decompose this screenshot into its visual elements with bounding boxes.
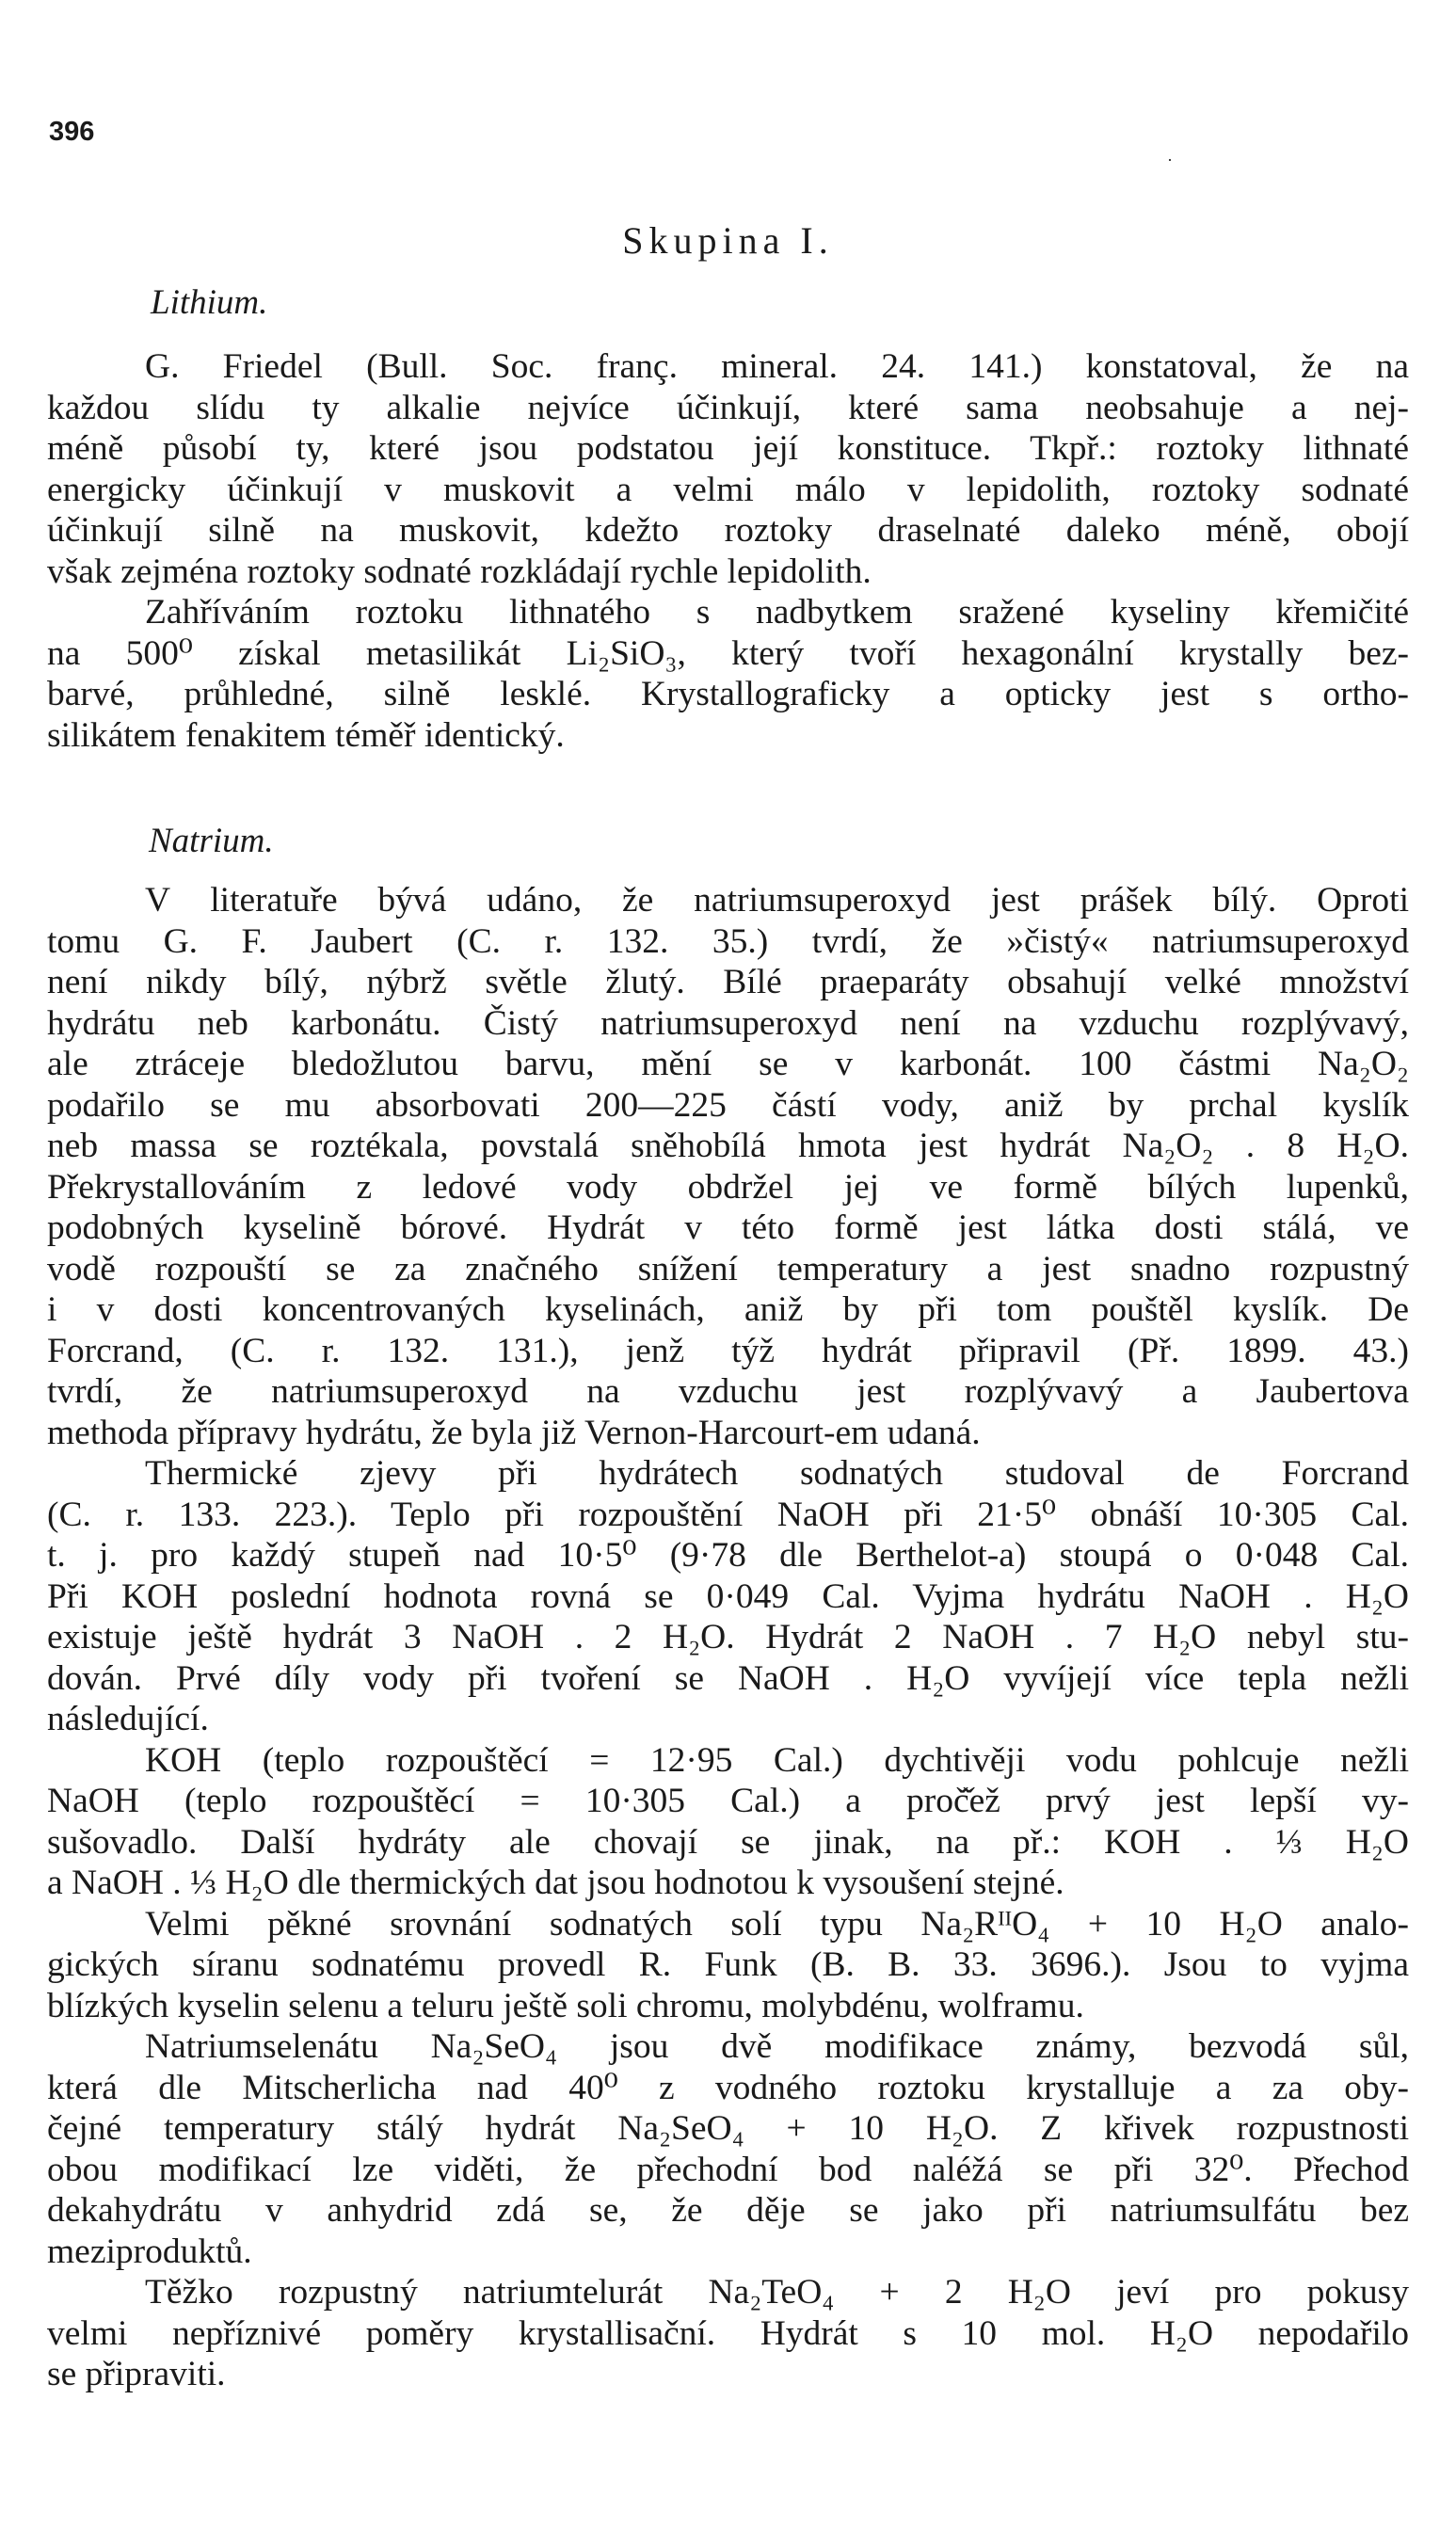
text-line: Zahříváním roztoku lithnatého s nadbytkem sražené kyseliny křemičité <box>145 593 1409 632</box>
text-line: obou modifikací lze viděti, že přechodní bod naléžá se při 32⁰. Přechod <box>47 2150 1409 2189</box>
text-line: následující. <box>47 1700 209 1738</box>
text-line: Při KOH poslední hodnota rovná se 0·049 Cal. Vyjma hydrátu NaOH . H₂O <box>47 1576 1409 1616</box>
text-line: (C. r. 133. 223.). Teplo při rozpouštění NaOH při 21·5⁰ obnáší 10·305 Cal. <box>47 1495 1409 1534</box>
text-line: Překrystallováním z ledové vody obdržel jej ve formě bílých lupenků, <box>47 1167 1409 1207</box>
page-number: 396 <box>49 117 95 147</box>
text-line: dekahydrátu v anhydrid zdá se, že děje se jako při natriumsulfátu bez <box>47 2191 1409 2230</box>
text-line: tomu G. F. Jaubert (C. r. 132. 35.) tvrdí, že »čistý« natriumsuperoxyd <box>47 921 1409 961</box>
text-line: methoda přípravy hydrátu, že byla již Vernon-Harcourt-em udaná. <box>47 1413 981 1452</box>
text-line: podařilo se mu absorbovati 200—225 částí vody, aniž by prchal kyslík <box>47 1085 1409 1125</box>
text-line: tvrdí, že natriumsuperoxyd na vzduchu jest rozplývavý a Jaubertova <box>47 1372 1409 1411</box>
text-line: dován. Prvé díly vody při tvoření se NaOH . H₂O vyvíjejí více tepla nežli <box>47 1658 1409 1698</box>
text-line: gických síranu sodnatému provedl R. Funk (B. B. 33. 3696.). Jsou to vyjma <box>47 1945 1409 1984</box>
text-line: která dle Mitscherlicha nad 40⁰ z vodného roztoku krystalluje a za oby- <box>47 2068 1409 2107</box>
text-line: se připraviti. <box>47 2355 226 2393</box>
text-line: čejné temperatury stálý hydrát Na₂SeO₄ + 10 H₂O. Z křivek rozpustnosti <box>47 2109 1409 2148</box>
section-title-natrium: Natrium. <box>149 822 274 860</box>
text-line: Natriumselenátu Na₂SeO₄ jsou dvě modifikace známy, bezvodá sůl, <box>145 2027 1409 2066</box>
text-line: Thermické zjevy při hydrátech sodnatých studoval de Forcrand <box>145 1454 1409 1493</box>
text-line: hydrátu neb karbonátu. Čistý natriumsuperoxyd není na vzduchu rozplývavý, <box>47 1003 1409 1043</box>
text-line: Těžko rozpustný natriumtelurát Na₂TeO₄ + 2 H₂O jeví pro pokusy <box>145 2273 1409 2312</box>
stray-mark: · <box>1167 151 1173 169</box>
text-line: Velmi pěkné srovnání sodnatých solí typu Na₂RᴵᴵO₄ + 10 H₂O analo- <box>145 1904 1409 1944</box>
text-line: není nikdy bílý, nýbrž světle žlutý. Bílé praeparáty obsahují velké množství <box>47 963 1409 1001</box>
text-line: t. j. pro každý stupeň nad 10·5⁰ (9·78 dle Berthelot-a) stoupá o 0·048 Cal. <box>47 1536 1409 1575</box>
text-line: KOH (teplo rozpouštěcí = 12·95 Cal.) dychtivěji vodu pohlcuje nežli <box>145 1740 1409 1780</box>
text-line: existuje ještě hydrát 3 NaOH . 2 H₂O. Hydrát 2 NaOH . 7 H₂O nebyl stu- <box>47 1618 1409 1656</box>
text-line: a NaOH . ⅓ H₂O dle thermických dat jsou hodnotou k vysoušení stejné. <box>47 1864 1064 1902</box>
text-line: silikátem fenakitem téměř identický. <box>47 715 565 755</box>
text-line: V literatuře bývá udáno, že natriumsuperoxyd jest prášek bílý. Oproti <box>145 881 1409 920</box>
text-line: vodě rozpouští se za značného snížení temperatury a jest snadno rozpustný <box>47 1249 1409 1288</box>
chapter-heading: Skupina I. <box>622 219 834 262</box>
text-line: meziproduktů. <box>47 2232 252 2271</box>
text-line: na 500⁰ získal metasilikát Li₂SiO₃, který tvoří hexagonální krystally bez- <box>47 633 1409 673</box>
text-line: účinkují silně na muskovit, kdežto roztoky draselnaté daleko méně, obojí <box>47 511 1409 550</box>
text-line: méně působí ty, které jsou podstatou její konstituce. Tkpř.: roztoky lithnaté <box>47 429 1409 468</box>
text-line: i v dosti koncentrovaných kyselinách, aniž by při tom pouštěl kyslík. De <box>47 1290 1409 1329</box>
text-line: ale ztráceje bledožlutou barvu, mění se v karbonát. 100 částmi Na₂O₂ <box>47 1045 1409 1083</box>
text-line: neb massa se roztékala, povstalá sněhobílá hmota jest hydrát Na₂O₂ . 8 H₂O. <box>47 1127 1409 1165</box>
text-line: NaOH (teplo rozpouštěcí = 10·305 Cal.) a proč̌ež prvý jest lepší vy- <box>47 1782 1409 1820</box>
text-line: však zejména roztoky sodnaté rozkládají rychle lepidolith. <box>47 552 872 591</box>
text-line: velmi nepříznivé poměry krystallisační. Hydrát s 10 mol. H₂O nepodařilo <box>47 2313 1409 2353</box>
text-line: energicky účinkují v muskovit a velmi málo v lepidolith, roztoky sodnaté <box>47 470 1409 509</box>
text-line: barvé, průhledné, silně lesklé. Krystallograficky a opticky jest s ortho- <box>47 675 1409 713</box>
text-line: blízkých kyselin selenu a teluru ještě soli chromu, molybdénu, wolframu. <box>47 1986 1084 2025</box>
text-line: G. Friedel (Bull. Soc. franç. mineral. 24. 141.) konstatoval, že na <box>145 347 1409 386</box>
section-title-lithium: Lithium. <box>151 283 268 322</box>
text-line: sušovadlo. Další hydráty ale chovají se jinak, na př.: KOH . ⅓ H₂O <box>47 1822 1409 1862</box>
section-body-lithium <box>47 346 1409 756</box>
section-body-natrium <box>47 880 1409 2395</box>
text-line: Forcrand, (C. r. 132. 131.), jenž týž hydrát připravil (Př. 1899. 43.) <box>47 1331 1409 1370</box>
text-line: každou slídu ty alkalie nejvíce účinkují, které sama neobsahuje a nej- <box>47 388 1409 427</box>
text-line: podobných kyselině bórové. Hydrát v této formě jest látka dosti stálá, ve <box>47 1208 1409 1247</box>
